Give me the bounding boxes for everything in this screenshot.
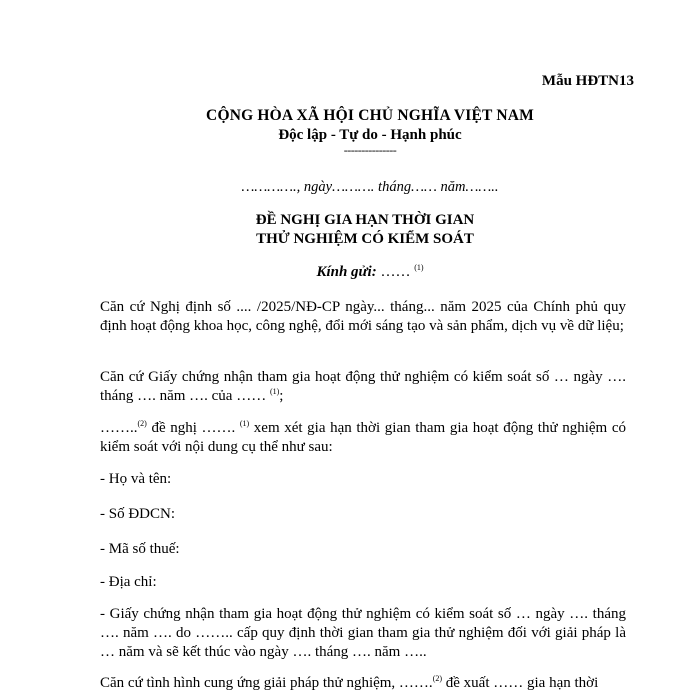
proposal-start: Căn cứ tình hình cung ứng giải pháp thử nghiệm, ……. — [100, 675, 433, 691]
place-date-line: …………., ngày………. tháng…… năm…….. — [241, 179, 499, 195]
form-code: Mẫu HĐTN13 — [541, 73, 634, 89]
recipient-label: Kính gửi: — [316, 264, 377, 280]
national-motto: Độc lập - Tự do - Hạnh phúc — [278, 127, 462, 143]
field-full-name: - Họ và tên: — [100, 471, 172, 487]
legal-basis-2-end: ; — [279, 388, 284, 404]
document-title — [0, 211, 700, 249]
field-tax-code: - Mã số thuế: — [100, 541, 180, 557]
document-title-line-1: ĐỀ NGHỊ GIA HẠN THỜI GIAN — [255, 212, 475, 228]
footnote-ref: (2) — [137, 419, 147, 428]
recipient-line — [0, 264, 700, 281]
legal-basis-2-text: Căn cứ Giấy chứng nhận tham gia hoạt động thử nghiệm có kiểm soát số … ngày …. tháng …. năm …. của …… — [100, 369, 626, 404]
proposal-paragraph — [100, 674, 626, 693]
header-divider: --------------- — [343, 143, 397, 157]
request-paragraph — [100, 419, 626, 457]
field-address: - Địa chỉ: — [100, 574, 157, 590]
recipient-footnote-ref: (1) — [414, 263, 424, 272]
request-end: xem xét gia hạn thời gian tham gia hoạt động thử nghiệm có kiểm soát với nội dung cụ thể như sau: — [100, 420, 626, 455]
proposal-end: đề xuất …… gia hạn thời — [442, 675, 599, 691]
footnote-ref: (1) — [269, 387, 280, 396]
certificate-paragraph: - Giấy chứng nhận tham gia hoạt động thử nghiệm có kiểm soát số … ngày …. tháng …. năm …. do …….. cấp quy định thời gian tham gia thử nghiệm đối với giải pháp là … năm và sẽ kết thúc vào ngày …. tháng …. năm ….. — [100, 606, 626, 660]
field-id-number: - Số ĐDCN: — [100, 506, 176, 522]
request-mid: đề nghị ……. — [146, 420, 240, 436]
national-title: CỘNG HÒA XÃ HỘI CHỦ NGHĨA VIỆT NAM — [206, 107, 534, 124]
legal-basis-paragraph-1: Căn cứ Nghị định số .... /2025/NĐ-CP ngày... tháng... năm 2025 của Chính phủ quy định hoạt động khoa học, công nghệ, đổi mới sáng tạo và sản phẩm, dịch vụ về dữ liệu; — [100, 299, 626, 334]
request-start: …….. — [100, 420, 138, 436]
footnote-ref: (2) — [432, 674, 443, 683]
document-title-line-2: THỬ NGHIỆM CÓ KIỂM SOÁT — [256, 231, 474, 247]
legal-basis-paragraph-2 — [100, 368, 626, 406]
footnote-ref: (1) — [239, 419, 250, 428]
recipient-value: …… — [376, 264, 415, 280]
